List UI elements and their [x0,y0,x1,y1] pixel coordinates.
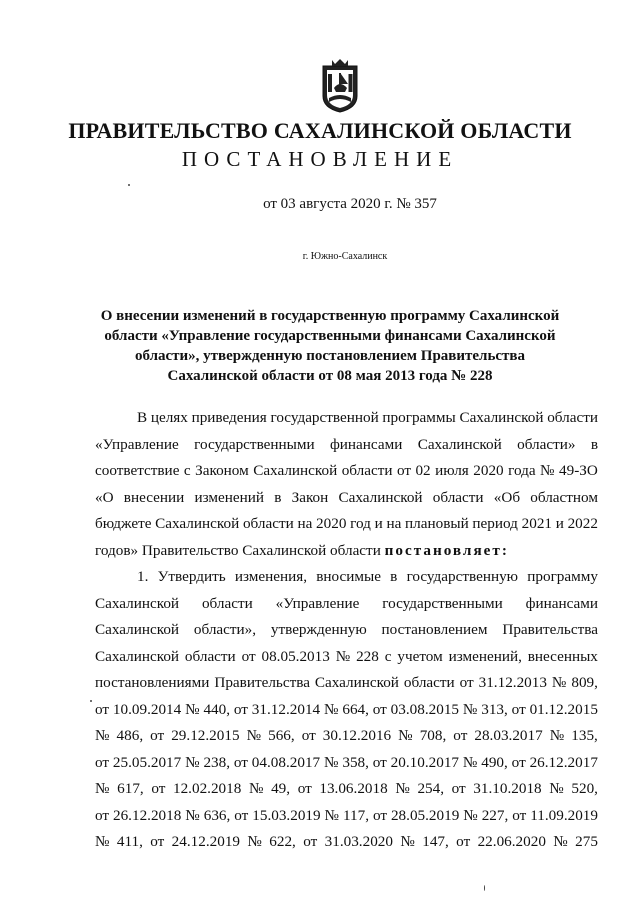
body-word: 15.03.2019 [252,806,321,824]
body-word: № [553,833,568,850]
body-line [95,670,598,697]
body-word: от [150,727,165,744]
body-word: от [301,727,316,744]
body-word: с [384,647,392,665]
body-word: постановлением [381,621,488,638]
body-word: в [590,435,598,453]
body-word: изменений, [448,647,522,665]
body-word: 708, [419,727,447,744]
body-line [95,511,598,538]
body-word: от [150,833,165,850]
body-word: области [242,515,294,532]
body-word: 10.09.2014 [112,700,182,718]
body-word: соответствие [95,462,180,479]
body-word: В [137,409,148,426]
body-word: 2020 [316,515,347,532]
body-word: и [374,515,383,532]
body-word: № [248,780,264,797]
body-word: 254, [417,780,445,797]
body-word: 617, [117,780,144,797]
body-line [95,776,598,803]
body-word: 636, [203,806,231,824]
body-word: от [233,753,248,771]
body-word: изменений [194,488,264,506]
body-word: 25.05.2017 [112,753,182,771]
body-word: постановлениями [95,674,210,691]
sakhalin-coat-of-arms-icon [320,58,360,114]
body-word: плановый [405,515,469,532]
body-word: области», [193,621,257,638]
body-word: на [386,515,402,532]
body-word: № [247,833,262,850]
body-word: от [151,780,166,797]
body-word: 490, [481,753,508,771]
body-word: июля [435,462,469,479]
body-word: «Управление [95,435,179,453]
subject-line: области», утвержденную постановлением Правительства [134,348,526,364]
body-word: 12.02.2018 [172,780,242,797]
body-word: Сахалинской [338,488,423,506]
body-word: № [462,753,478,771]
body-word: № [246,727,262,744]
body-line [95,829,598,856]
body-word: 49, [271,780,291,797]
body-word: 135, [571,727,598,744]
body-line [95,591,598,618]
body-word: вносимые [316,568,381,585]
body-word: от [95,700,110,718]
body-line [95,644,598,671]
body-word: финансами [525,594,598,612]
body-line [95,803,598,830]
body-word: 24.12.2019 [171,833,241,850]
body-word: внесенных [527,647,598,665]
scan-speck [484,885,485,891]
body-word: от [95,806,110,824]
body-word: Сахалинской [459,409,544,426]
body-word: от [372,700,387,718]
body-word: и [555,515,564,532]
body-word: № [323,753,339,771]
body-word: 31.03.2020 [324,833,393,850]
body-word: 809, [571,674,598,691]
body-word: в [274,488,282,506]
subject-line: О внесении изменений в государственную программу Сахалинской [100,308,560,324]
body-word: Сахалинской [314,674,399,691]
body-word: от [511,700,526,718]
body-word: № [549,727,565,744]
body-word: области» [517,435,576,453]
body-word: 228 [356,647,379,665]
body-word: бюджете [95,515,152,532]
body-word: 664, [342,700,369,718]
body-word: 520, [571,780,598,797]
body-word: № [462,700,478,718]
body-word: 49-ЗО [559,462,598,479]
body-word: № [95,833,110,850]
body-word: Сахалинской [95,594,180,612]
body-word: года [508,462,536,479]
body-word: 2021 [521,515,552,532]
body-word: 30.12.2016 [322,727,392,744]
body-word: «О [95,488,114,506]
body-line [95,723,598,750]
body-word: от [453,727,468,744]
resolution-verb: постановляет: [384,541,509,559]
subject-line: области «Управление государственными финансами Сахалинской [104,328,556,344]
body-word: от [233,700,248,718]
body-word: утвержденную [270,621,367,638]
body-word: период [472,515,518,532]
body-word: приведения [191,409,267,426]
body-word: «Об [493,488,521,506]
body-word: с [183,462,191,479]
body-word: Закон [291,488,329,506]
body-word: программу [527,568,598,585]
body-word: 411, [116,833,143,850]
document-body [95,405,598,856]
body-word: целях [150,409,188,426]
body-word: № [540,462,555,479]
body-line [95,697,598,724]
body-line [95,564,598,591]
body-word: 31.12.2013 [478,674,547,691]
body-word: 238, [203,753,231,771]
body-word: от [451,780,466,797]
body-word: от [241,647,256,665]
body-word: программы [382,409,456,426]
body-word: от [459,674,474,691]
body-word: изменения, [234,568,308,585]
body-line [95,750,598,777]
subject-line: Сахалинской области от 08 мая 2013 года № 228 [167,368,493,384]
body-word: 313, [481,700,508,718]
body-word: Сахалинской [253,462,338,479]
body-word: № [398,727,413,744]
body-word: № [400,833,415,850]
body-word: Сахалинской [95,647,180,665]
body-word: области [184,647,236,665]
document-type: ПОСТАНОВЛЕНИЕ [181,147,459,171]
body-word: от [303,833,318,850]
body-word: 26.12.2017 [529,753,598,771]
body-word: области [403,674,455,691]
body-word: 358, [342,753,369,771]
body-word: 566, [268,727,295,744]
body-line [95,617,598,644]
body-line [95,485,598,512]
body-word: государственной [270,409,379,426]
body-word: 147, [422,833,449,850]
scan-speck [128,184,130,186]
body-word: области [341,462,393,479]
body-word: № [95,727,110,744]
body-word: областном [530,488,598,506]
body-word: № [463,806,478,824]
body-word: 440, [203,700,231,718]
body-word: 22.06.2020 [477,833,546,850]
body-word: «Управление [275,594,360,612]
government-title: ПРАВИТЕЛЬСТВО САХАЛИНСКОЙ ОБЛАСТИ [68,118,572,143]
body-line [95,458,598,485]
body-word: 1. [137,568,149,585]
body-word: 486, [116,727,144,744]
body-word: № [185,700,200,718]
document-place: г. Южно-Сахалинск [302,251,388,262]
body-word: № [335,647,351,665]
body-word: Законом [195,462,249,479]
body-word: от [372,753,387,771]
body-word: 01.12.2015 [529,700,598,718]
body-word: Сахалинской [417,435,502,453]
body-word: 31.10.2018 [473,780,542,797]
body-word: государственными [194,435,315,453]
body-word: 117, [343,806,370,824]
body-word: 2020 [473,462,504,479]
body-word: от [372,806,387,824]
body-word: 20.10.2017 [390,753,460,771]
body-word: области [201,594,253,612]
body-word: в [390,568,398,585]
body-word: на [297,515,313,532]
body-word: 13.06.2018 [319,780,388,797]
body-word: 31.12.2014 [251,700,321,718]
body-word: 29.12.2015 [171,727,240,744]
body-word: от [512,806,527,824]
body-word: № [95,780,110,797]
body-word: 28.03.2017 [474,727,543,744]
body-word: № [395,780,410,797]
body-word: от [396,462,411,479]
body-word: 2022 [567,515,598,532]
body-word: 04.08.2017 [251,753,321,771]
body-word: № [551,674,567,691]
body-word: 28.05.2019 [390,806,460,824]
body-word: № [323,700,339,718]
paragraph-preamble [95,405,598,538]
body-word: внесении [123,488,185,506]
body-word: от [456,833,471,850]
body-word: от [95,753,110,771]
body-word: год [350,515,371,532]
body-word: 11.09.2019 [530,806,598,824]
body-word: Сахалинской [155,515,240,532]
body-word: 26.12.2018 [112,806,182,824]
body-word: финансами [329,435,403,453]
scan-speck [90,700,92,702]
document-subject [100,306,560,386]
body-word: государственными [382,594,503,612]
body-word: № [549,780,564,797]
body-word: от [297,780,312,797]
body-word: 02 [415,462,431,479]
body-word: учетом [397,647,443,665]
body-line [95,432,598,459]
body-text-span: годов» Правительство Сахалинской области [95,541,381,559]
body-word: № [185,806,200,824]
body-word: 275 [575,833,598,850]
paragraph-item-1 [95,564,598,856]
body-word: от [511,753,526,771]
body-word: 622, [269,833,296,850]
body-line [95,405,598,432]
body-line [95,538,598,565]
body-word: от [234,806,249,824]
body-word: государственную [406,568,519,585]
body-word: Сахалинской [95,621,180,638]
body-word: 08.05.2013 [261,647,330,665]
body-word: 03.08.2015 [390,700,460,718]
body-word: области [432,488,484,506]
body-word: области [547,409,598,426]
body-word: № [324,806,340,824]
body-word: Правительства [214,674,310,691]
document-date-number: от 03 августа 2020 г. № 357 [263,196,437,212]
body-word: № [185,753,200,771]
body-word: 227, [481,806,509,824]
body-word: Утвердить [157,568,226,585]
body-word: Правительства [502,621,598,638]
